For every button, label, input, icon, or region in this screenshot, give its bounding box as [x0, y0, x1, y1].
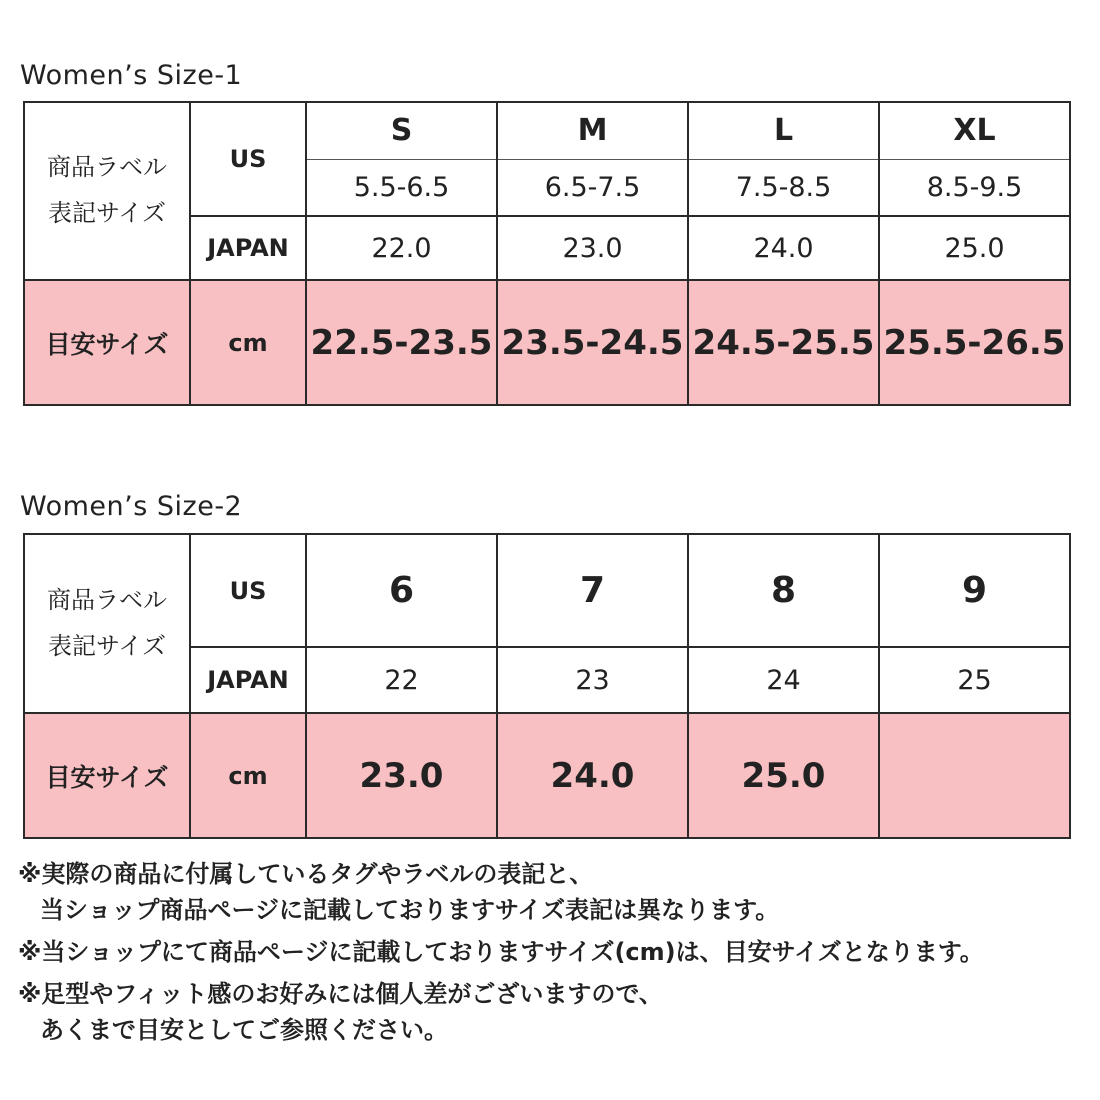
- product-label-size-header: [24, 534, 190, 713]
- us-size-s: 5.5-6.5: [306, 159, 497, 216]
- notes: [18, 862, 1098, 1060]
- note-line: 当ショップ商品ページに記載しておりますサイズ表記は異なります。: [40, 896, 780, 924]
- japan-header: JAPAN: [190, 216, 306, 280]
- cm-header: cm: [190, 713, 306, 838]
- product-label-size-header: [24, 102, 190, 280]
- cm-size-xl: 25.5-26.5: [879, 280, 1070, 405]
- japan-header: JAPAN: [190, 647, 306, 713]
- us-size-9: 9: [879, 534, 1070, 647]
- size-chart-1: [23, 101, 1071, 406]
- cm-size-m: 23.5-24.5: [497, 280, 688, 405]
- cm-size-6: 23.0: [306, 713, 497, 838]
- us-size-xl: 8.5-9.5: [879, 159, 1070, 216]
- size-chart-2-title: Women’s Size-2: [20, 491, 243, 522]
- note-fit-preference: [18, 982, 1098, 1042]
- guide-size-header: 目安サイズ: [24, 280, 190, 405]
- note-cm-guide: [18, 940, 1098, 964]
- label-line-2: 表記サイズ: [47, 631, 167, 660]
- japan-size-m: 23.0: [497, 216, 688, 280]
- size-m-header: M: [497, 102, 688, 159]
- japan-size-25: 25: [879, 647, 1070, 713]
- size-s-header: S: [306, 102, 497, 159]
- us-header: US: [190, 534, 306, 647]
- guide-size-header: 目安サイズ: [24, 713, 190, 838]
- note-line: ※実際の商品に付属しているタグやラベルの表記と、: [18, 860, 594, 888]
- japan-size-24: 24: [688, 647, 879, 713]
- size-xl-header: XL: [879, 102, 1070, 159]
- cm-size-s: 22.5-23.5: [306, 280, 497, 405]
- us-size-8: 8: [688, 534, 879, 647]
- note-line: ※足型やフィット感のお好みには個人差がございますので、: [18, 980, 663, 1008]
- us-size-m: 6.5-7.5: [497, 159, 688, 216]
- us-header: US: [190, 102, 306, 216]
- us-size-6: 6: [306, 534, 497, 647]
- size-chart-1-title: Women’s Size-1: [20, 60, 243, 91]
- us-size-l: 7.5-8.5: [688, 159, 879, 216]
- cm-size-8: 25.0: [688, 713, 879, 838]
- cm-size-l: 24.5-25.5: [688, 280, 879, 405]
- size-chart-2: [23, 533, 1071, 839]
- japan-size-22: 22: [306, 647, 497, 713]
- label-line-1: 商品ラベル: [47, 153, 167, 182]
- cm-size-9: [879, 713, 1070, 838]
- note-line: あくまで目安としてご参照ください。: [40, 1016, 448, 1044]
- label-line-1: 商品ラベル: [47, 585, 167, 614]
- label-line-2: 表記サイズ: [47, 199, 167, 227]
- japan-size-23: 23: [497, 647, 688, 713]
- cm-size-7: 24.0: [497, 713, 688, 838]
- japan-size-l: 24.0: [688, 216, 879, 280]
- us-size-7: 7: [497, 534, 688, 647]
- japan-size-xl: 25.0: [879, 216, 1070, 280]
- size-l-header: L: [688, 102, 879, 159]
- cm-header: cm: [190, 280, 306, 405]
- japan-size-s: 22.0: [306, 216, 497, 280]
- note-line: ※当ショップにて商品ページに記載しておりますサイズ(cm)は、目安サイズとなります。: [18, 938, 984, 966]
- note-tag-difference: [18, 862, 1098, 922]
